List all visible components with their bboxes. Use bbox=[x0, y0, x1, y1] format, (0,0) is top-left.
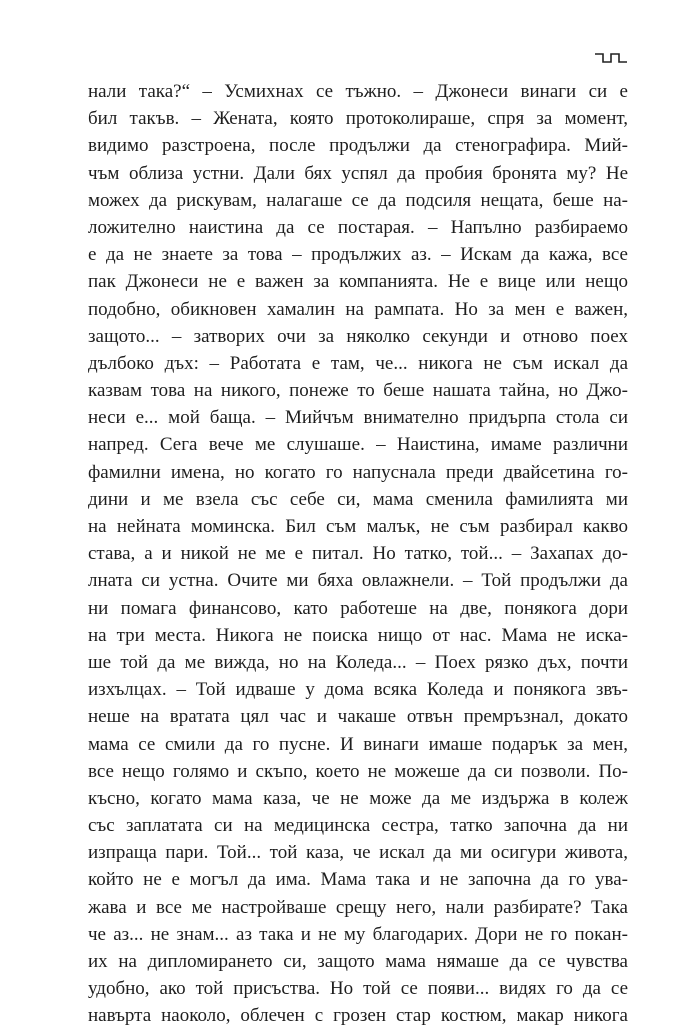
text-line: навърта наоколо, облечен с грозен стар костюм, макар никога bbox=[88, 1005, 628, 1027]
page-text bbox=[88, 78, 628, 1030]
text-line: че аз... не знам... аз така и не му благодарих. Дори не го покан- bbox=[88, 923, 628, 945]
text-line: можех да рискувам, налагаше се да подсиля нещата, беше на- bbox=[88, 189, 628, 211]
text-line: видимо разстроена, после продължи да стенографира. Мий- bbox=[88, 135, 628, 157]
text-line: защото... – затворих очи за няколко секунди и отново поех bbox=[88, 325, 628, 347]
text-line: удобно, ако той присъства. Но той се появи... видях го да се bbox=[88, 978, 628, 1000]
text-line: фамилни имена, но когато го напуснала преди двайсетина го- bbox=[88, 461, 628, 483]
text-line: неше на вратата цял час и чакаше отвън премръзнал, докато bbox=[88, 706, 628, 728]
text-line: на нейната моминска. Бил съм малък, не съм разбирал какво bbox=[88, 516, 628, 537]
text-line: мама се смили да го пусне. И винаги имаше подарък за мен, bbox=[88, 733, 628, 755]
text-line: е да не знаете за това – продължих аз. – Искам да кажа, все bbox=[88, 244, 628, 266]
text-line: чъм облиза устни. Дали бях успял да пробия бронята му? Не bbox=[88, 162, 628, 184]
text-line: на три места. Никога не поиска нищо от нас. Мама не иска- bbox=[88, 624, 628, 646]
text-line: късно, когато мама каза, че не може да ме издържа в колеж bbox=[88, 787, 628, 809]
text-line: със заплатата си на медицинска сестра, татко започна да ни bbox=[88, 815, 628, 837]
text-line: нали така?“ – Усмихнах се тъжно. – Джонеси винаги си е bbox=[88, 81, 628, 102]
text-line: изпраща пари. Той... той каза, че искал да ми осигури живота, bbox=[88, 842, 628, 864]
text-line: все нещо голямо и скъпо, което не можеше да си позволи. По- bbox=[88, 760, 628, 782]
text-line: изхълцах. – Той идваше у дома всяка Коледа и понякога звъ- bbox=[88, 679, 628, 701]
text-line: бил такъв. – Жената, която протоколираше, спря за момент, bbox=[88, 108, 628, 130]
text-line: ше той да ме вижда, но на Коледа... – Поех рязко дъх, почти bbox=[88, 651, 628, 673]
text-line: дълбоко дъх: – Работата е там, че... никога не съм искал да bbox=[88, 352, 628, 374]
text-line: ни помага финансово, като работеше на две, понякога дори bbox=[88, 597, 628, 619]
decorative-corner-icon bbox=[594, 50, 628, 66]
text-line: их на дипломирането си, защото мама нямаше да се чувства bbox=[88, 951, 628, 972]
text-line: лната си устна. Очите ми бяха овлажнели. – Той продължи да bbox=[88, 570, 628, 592]
text-line: дини и ме взела със себе си, мама сменила фамилията ми bbox=[88, 488, 628, 510]
text-line: пак Джонеси не е важен за компанията. Не е вице или нещо bbox=[88, 271, 628, 293]
text-line: жава и все ме настройваше срещу него, нали разбирате? Така bbox=[88, 896, 628, 918]
text-line: става, а и никой не ме е питал. Но татко, той... – Захапах до- bbox=[88, 543, 628, 565]
text-line: казвам това на никого, понеже то беше нашата тайна, но Джо- bbox=[88, 380, 628, 402]
text-line: който не е могъл да има. Мама така и не започна да го ува- bbox=[88, 869, 628, 891]
text-line: ложително наистина да се постарая. – Напълно разбираемо bbox=[88, 216, 628, 238]
text-line: неси е... мой баща. – Мийчъм внимателно придърпа стола си bbox=[88, 407, 628, 429]
text-line: подобно, обикновен хамалин на рампата. Но за мен е важен, bbox=[88, 298, 628, 320]
text-line: напред. Сега вече ме слушаше. – Наистина, имаме различни bbox=[88, 434, 628, 456]
